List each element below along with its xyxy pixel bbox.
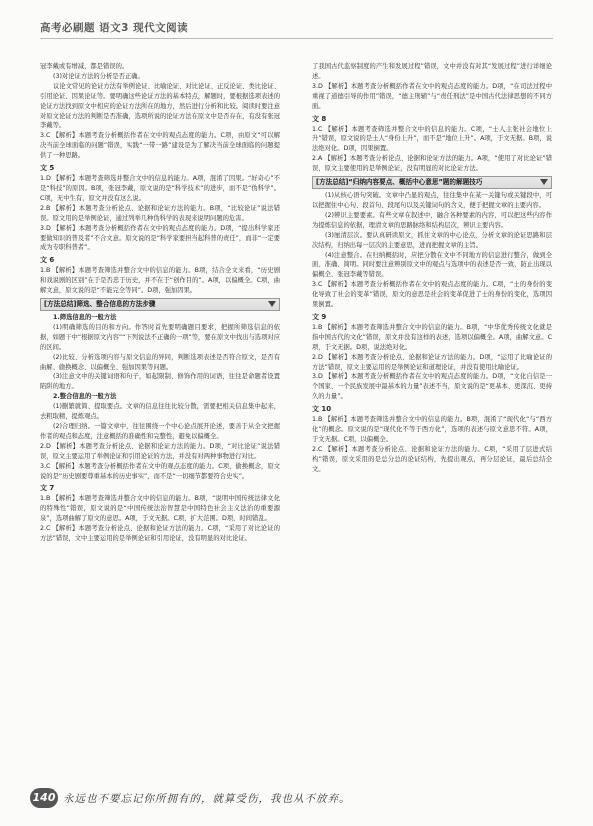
- answer-paragraph: 2.A 【解析】本题考查分析论点、论据和论证方法的能力。A项，“使用了对比论证”错误，原文主要使用的是举例论证，没有明显的对比论证方法。: [312, 155, 552, 173]
- answer-paragraph: 3.D 【解析】本题考查分析概括作者在文中的观点态度的能力。D项，“在司法过程中重视了道德引导的作用”错误，“德主刑辅”与“责任刑法”是中国古代法律思想的不同方面。: [312, 82, 552, 110]
- method-summary-title: [方法总结]筛选、整合信息的方法步骤: [44, 300, 156, 309]
- answer-paragraph: 1.B 【解析】本题考查筛选并整合文中的信息的能力。B项，“说明中国传统法律文化的特殊性”错误，原文说的是“中国传统法治智慧是中国特色社会主义法治的重要源泉”，选项曲解了原文的意思。A项，于文无据。C项，扩大范围。D项，时间错乱。: [40, 495, 280, 523]
- answer-paragraph: (2)比较、分析选项内容与原文信息的异同，判断选项表述是否符合原文，是否有曲解、偷换概念、以偏概全、强加因果等问题。: [40, 353, 280, 371]
- section-label: 文 10: [312, 405, 332, 414]
- answer-paragraph: 1.B 【解析】本题考查筛选并整合文中的信息的能力。B项，“中华优秀传统文化就是指中国古代的文化”错误，原文并没有这样的表述，选项以偏概全。A项，曲解文意。C项，于文无据。D项，说法绝对化。: [312, 323, 552, 351]
- section-label: 文 6: [40, 256, 55, 265]
- subheading: 2.整合信息的一般方法: [53, 393, 117, 401]
- answer-paragraph: (1)删繁就简、提取要点。文章的信息往往比较分散，需要把相关信息集中起来，去粗取精，提炼观点。: [40, 403, 280, 421]
- header-title: 高考必刷题 语文3 现代文阅读: [40, 22, 189, 34]
- answer-paragraph: (3)对论证方法的分析是否正确。: [53, 72, 144, 80]
- answer-paragraph: 1.B 【解析】本题考查筛选并整合文中的信息的能力。B项，混淆了“现代化”与“西方化”的概念。原文说的是“现代化不等于西方化”，选项的表述与原文意思不符。A项，于文无据。C项，以偏概全。: [312, 416, 552, 443]
- answer-paragraph: 1.D 【解析】本题考查筛选并整合文中的信息的能力。A项，混淆了因果。“好奇心”不是“科技”的原因。B项，张冠李戴，原文说的是“科学技术”的进步，而不是“伪科学”。C项，无中生有，原文并没有这么说。: [40, 175, 280, 202]
- answer-paragraph: 1.B 【解析】本题考查筛选并整合文中的信息的能力。B项，结合全文来看，“历史剧和戏说剧的区别”在于是否忠于历史，并不在于“创作目的”。A项，以偏概全。C项，曲解文意，原文说的是“不能完全等同”。D项，强加因果。: [40, 267, 280, 295]
- section-label: 文 7: [40, 484, 55, 493]
- section-label: 文 8: [312, 114, 327, 123]
- footer-motto: 永远也不要忘记你所拥有的，就算受伤，我也从不放弃。: [63, 793, 351, 805]
- answer-paragraph: 2.D 【解析】本题考查分析论点、论据和论证方法的能力。D项，“运用了比喻论证的方法”错误，原文主要运用的是举例论证和道理论证，并没有使用比喻论证。: [312, 353, 552, 371]
- answer-paragraph: 2.C 【解析】本题考查分析论点、论据和论证方法的能力。C项，“采用了对比论证的方法”错误，文中主要运用的是举例论证和引用论证，没有明显的对比论证。: [40, 525, 280, 543]
- method-summary-bar: [40, 298, 280, 311]
- triangle-down-icon: [540, 179, 548, 185]
- page-number: 140: [30, 788, 58, 808]
- answer-paragraph: (2)合理归纳。一篇文章中，往往围绕一个中心论点展开论述，要善于从全文把握作者的观点和态度，注意概括的准确性和完整性，避免以偏概全。: [40, 423, 280, 440]
- answer-paragraph: 冠李戴或有增减，都是错误的。: [40, 63, 129, 70]
- subheading: 1.筛选信息的一般方法: [53, 314, 117, 322]
- answer-paragraph: (1)明确筛选的目的和方向。作答时首先要明确题目要求，把握所筛选信息的依据，如题干中“根据原文内容”“下列说法不正确的一项”等，要在原文中找出与选项对应的区间。: [40, 323, 280, 351]
- triangle-down-icon: [268, 301, 276, 307]
- answer-paragraph: 2.C 【解析】本题考查分析论点、论据和论证方法的能力。C项，“采用了层进式结构”错误，原文采用的是总分总的论证结构，先提出观点，再分层论证，最后总结全文。: [312, 445, 552, 473]
- answer-paragraph: (1)从核心语句突破。文章中凸显的观点，往往集中在某一关键句或关键段中，可以把握住中心句、段首句、段尾句以及关键词句的含义，便于把握文章的主要内容。: [312, 192, 552, 209]
- answer-paragraph: (2)辨识主要要素。有些文章在叙述中，融合各种要素的内容，可以把这些内容作为提炼信息的依据，理清文章的思路脉络和结构层次，辨识主要内容。: [312, 211, 552, 229]
- answer-paragraph: (3)厘清层次。要认真研读原文，抓住文章的中心论点，分析文章的论证思路和层次结构，归纳出每一层次的主要意思，进而把握文章的主旨。: [312, 231, 552, 249]
- answer-paragraph: 2.D 【解析】本题考查分析论点、论据和论证方法的能力。D项，“对比论证”说法错误，原文主要运用了举例论证和引用论证的方法，并没有对两种事物进行对比。: [40, 442, 280, 460]
- header-rule: [40, 38, 553, 39]
- answer-paragraph: 3.D 【解析】本题考查分析概括作者在文中的观点态度的能力。D项，“文化自信是一个国家、一个民族发展中最基本的力量”表述不当，原文说的是“更基本、更深沉、更持久的力量”。: [312, 373, 552, 401]
- answer-paragraph: 1.C 【解析】本题考查筛选并整合文中的信息的能力。C项，“士人主张社会地位上升”错误，原文说的是士人“身份上升”，而不是“地位上升”。A项，于文无据。B项，说法绝对化。D项，因果倒置。: [312, 125, 552, 153]
- method-summary-title: [方法总结]“归纳内容要点、概括中心意思”题的解题技巧: [316, 178, 483, 187]
- answer-paragraph: 3.C 【解析】本题考查分析概括作者在文中的观点态度的能力。C项，“士的身份的变化导致了社会的变革”错误，原文的意思是社会的变革促进了士的身份的变化，选项因果倒置。: [312, 281, 552, 309]
- answer-paragraph: 3.C 【解析】本题考查分析概括作者在文中的观点态度的能力。C项，偷换概念，原文说的是“历史剧要尊重基本的历史事实”，而不是“一切细节都要符合史实”。: [40, 462, 280, 480]
- section-label: 文 5: [40, 164, 55, 173]
- page-footer: [0, 763, 593, 815]
- method-summary-bar: [312, 176, 552, 189]
- section-label: 文 9: [312, 312, 327, 321]
- page-header: [40, 14, 560, 44]
- answer-paragraph: (3)注意文中的关键词语和句子，如起限制、修饰作用的词语，往往是命题者设置陷阱的地方。: [40, 373, 280, 391]
- right-column: [312, 62, 552, 475]
- answer-paragraph: 2.B 【解析】本题考查分析论点、论据和论证方法的能力。B项，“比较论证”说法错误。原文用的是举例论证，通过列举几种伪科学的表现来说明问题的危害。: [40, 204, 280, 222]
- answer-paragraph: 3.C 【解析】本题考查分析概括作者在文中的观点态度的能力。C项，由原文“可以解决当前全球面临的问题”错误，实践“一带一路”建设是为了解决当前全球面临的问题提供了一种思路。: [40, 132, 280, 160]
- answer-paragraph: 3.D 【解析】本题考查分析概括作者在文中的观点态度的能力。D项，“提出科学家还要做知识的普及者”不合文意。原文说的是“科学家要担当起科普的责任”，而非“一定要成为专职科普者”。: [40, 224, 280, 252]
- answer-paragraph: 了我国古代监察制度的产生和发展过程”错误，文中并没有对其“发展过程”进行详细论述。: [312, 63, 552, 80]
- answer-paragraph: 议论文常见的论证方法有举例论证、比喻论证、对比论证、正反论证、类比论证、引用论证、因果论证等。要明确这些论证方法的基本特点，解题时，要根据选项表述的论证方法找到原文中相应的论证方法所在的地方，然后进行分析和比较。阅读时要注意对原文论证方法的判断是否准确，选项所说的论证方法在原文中是否存在，有没有张冠李戴等。: [40, 82, 280, 130]
- left-column: [40, 62, 280, 544]
- answer-paragraph: (4)注意整合。在归纳概括时，应把分散在文中不同地方的信息进行整合，做到全面、准确、简明。同时要注意辨别原文中的观点与选项中的表述是否一致，防止出现以偏概全、张冠李戴等错误。: [312, 251, 552, 279]
